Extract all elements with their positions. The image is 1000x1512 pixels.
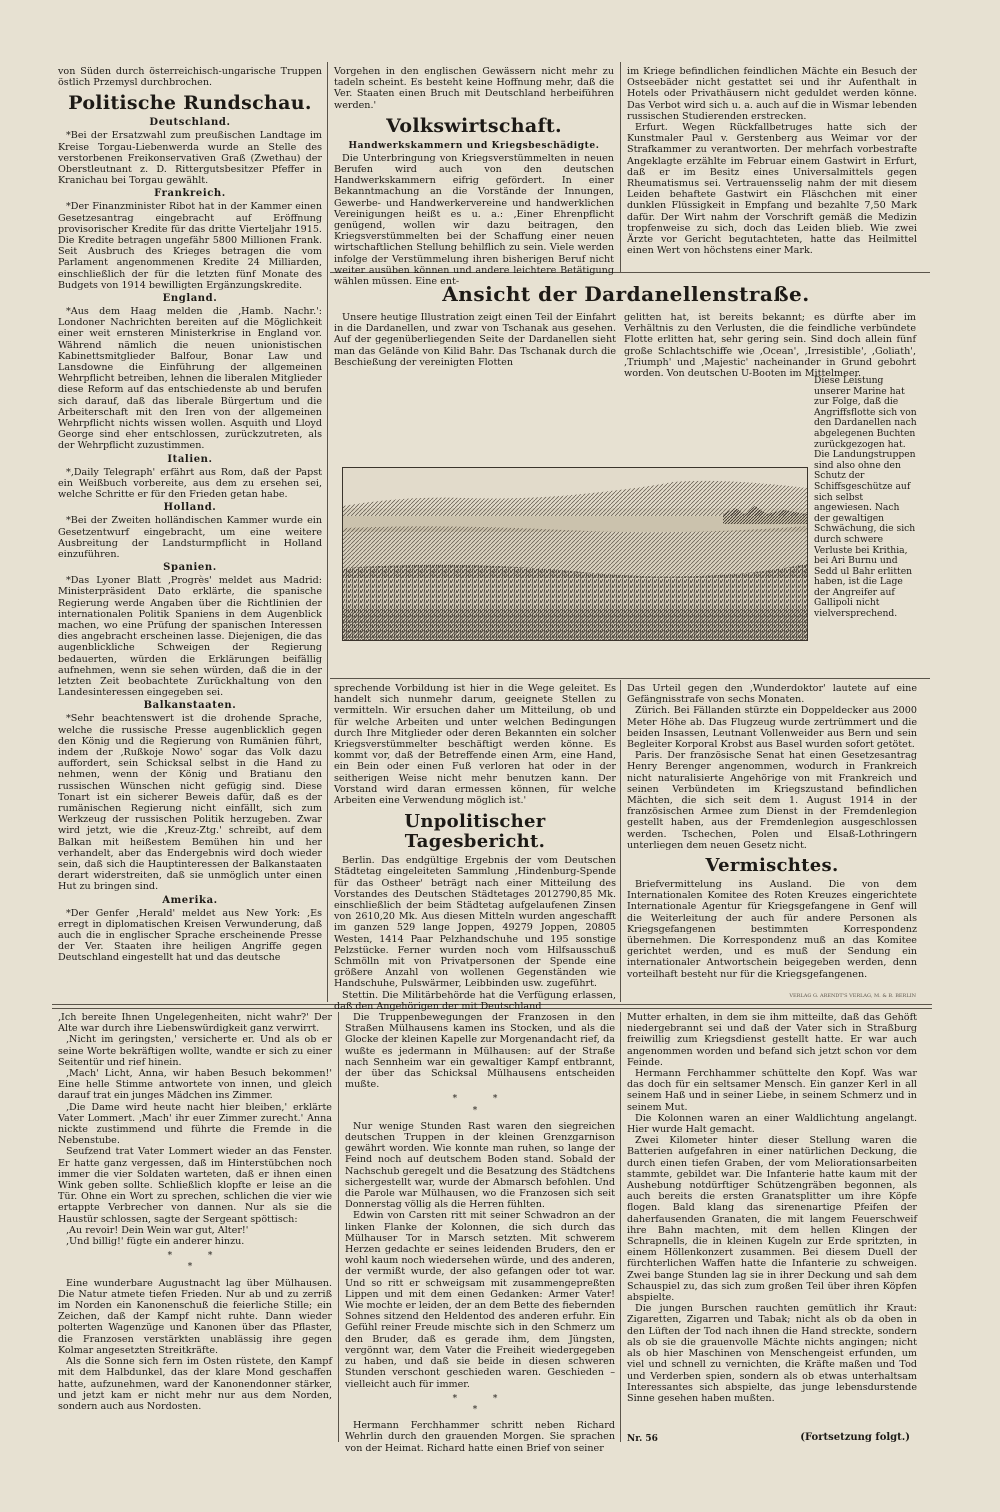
story-left-p3: ‚Mach' Licht, Anna, wir haben Besuch bekommen!' Eine helle Stimme antwortete von innen, und gleich darauf trat ein junges Mädchen ins Zimmer. xyxy=(58,1068,332,1102)
text-erfurt: Erfurt. Wegen Rückfallbetruges hatte sich der Kunstmaler Paul v. Gerstenberg aus Weimar vor der Strafkammer zu verantworten. Der mehrfach vorbestrafte Angeklagte erzählte im Februar einem Gastwirt in Erfurt, daß er im Besitz eines Universalmittels gegen Rheumatismus sei. Vertrauensselig nahm der mit diesem Leiden behaftete Gastwirt ein Fläschchen mit einer dunklen Flüssigkeit in Empfang und bezahlte 7,50 Mark dafür. Der Wirt nahm der Vorschrift gemäß die Medizin tropfenweise zu sich, doch das Leiden blieb. Wie zwei Ärzte vor Gericht begutachteten, hatte das Heilmittel einen Wert von höchstens einer Mark. xyxy=(627,122,917,257)
story-middle-p1: Die Truppenbewegungen der Franzosen in den Straßen Mülhausens kamen ins Stocken, und als die Glocke der kleinen Kapelle zur Morgenandacht rief, da wußte es jedermann in Mülhausen: auf der Straße nach Sennheim war ein gewaltiger Kampf entbrannt, der über das Schicksal Mülhausens entscheiden mußte. xyxy=(345,1012,615,1091)
head-frankreich: Frankreich. xyxy=(154,188,226,200)
continuation-note: (Fortsetzung folgt.) xyxy=(800,1432,910,1443)
dardanellen-right-para: gelitten hat, ist bereits bekannt; es dürfte aber im Verhältnis zu den Verlusten, die die feindliche verbündete Flotte erlitten hat, sehr gering sein. Sind doch allein fünf große Schlachtschiffe wie ‚Ocean', ‚Irresistible', ‚Goliath', ‚Triumph' und ‚Majestic' nacheinander in Grund gebohrt worden. Von deutschen U-Booten im Mittelmeer. xyxy=(624,312,916,380)
dardanellen-left-para: Unsere heutige Illustration zeigt einen Teil der Einfahrt in die Dardanellen, und zwar von Tschanak aus gesehen. Auf der gegenüberliegenden Seite der Dardanellen sieht man das Gelände von Kilid Bahr. Das Tschanak durch die Beschießung der vereinigten Flotten xyxy=(334,312,616,368)
story-middle-p2: Nur wenige Stunden Rast waren den siegreichen deutschen Truppen in der kleinen Grenzgarnison gewährt worden. Wie konnte man ruhen, so lange der Feind noch auf deutschem Boden stand. Sobald der Nachschub geregelt und die Besatzung des Städtchens sichergestellt war, wurde der Abmarsch befohlen. Und die Parole war Mülhausen, wo die Franzosen sich seit Donnerstag völlig als die Herren fühlten. xyxy=(345,1120,615,1211)
section-rule xyxy=(330,678,930,679)
text-stettin: Stettin. Die Militärbehörde hat die Verfügung erlassen, daß den Angehörigen der mit Deutschland xyxy=(334,989,616,1012)
head-england: England. xyxy=(162,293,218,305)
column-rule xyxy=(620,62,621,272)
text-spanien: *Das Lyoner Blatt ‚Progrès' meldet aus Madrid: Ministerpräsident Dato erklärte, die spanische Regierung werde Angaben über die Richtlinien der internationalen Politik Spaniens in dem Augenblick machen, wo eine Prüfung der spanischen Interessen dies angebracht erscheinen lasse. Diejenigen, die das augenblickliche Schweigen der Regierung bedauerten, würden die Erklärungen beifällig aufnehmen, wenn sie sehen würden, daß die in der letzten Zeit beobachtete Zurückhaltung von den Landesinteressen eingegeben sei. xyxy=(58,575,322,699)
text-berlin: Berlin. Das endgültige Ergebnis der vom Deutschen Städtetag eingeleiteten Sammlung ‚Hindenburg-Spende für das Ostheer' beträgt nach einer Mitteilung des Vorstandes des Deutschen Städtetages 2012790,85 Mk. einschließlich der beim Städtetag aufgelaufenen Zinsen von 2610,20 Mk. Aus diesen Mitteln wurden angeschafft im ganzen 529 lange Joppen, 49279 Joppen, 20805 Westen, 1414 Paar Pelzhandschuhe und 195 sonstige Pelzstücke. Ferner wurden noch vom Hilfsausschuß Schmölln mit von Privatpersonen der Spende eine größere Anzahl von wollenen Gegenständen wie Handschuhe, Pulswärmer, Leibbinden usw. zugeführt. xyxy=(334,855,616,990)
story-right-p5: Die jungen Burschen rauchten gemütlich ihr Kraut: Zigaretten, Zigarren und Tabak; nicht als ob da oben in den Lüften der Tod nach ihnen die Hand streckte, sondern als ob sie die grauenvolle Mächte nichts angingen; nicht als ob hier Maschinen von Menschengeist erfunden, um viel und schnell zu vernichten, die Kräfte maßen und Tod und Verderben spien, sondern als ob etwas unterhaltsam Interessantes sich abspielte, das junge lebensdurstende Sinne gesehen haben mußten. xyxy=(627,1303,917,1404)
text-italien: *‚Daily Telegraph' erfährt aus Rom, daß der Papst ein Weißbuch vorbereite, aus dem zu ersehen sei, welche Schritte er für den Frieden getan habe. xyxy=(58,466,322,501)
story-left-p6: ‚Au revoir! Dein Wein war gut, Alter!' xyxy=(66,1224,249,1236)
dardanellen-landscape-image xyxy=(343,468,807,640)
title-dardanellen: Ansicht der Dardanellenstraße. xyxy=(442,282,810,306)
story-middle-p4: Hermann Ferchhammer schritt neben Richard Wehrlin durch den grauenden Morgen. Sie sprachen von der Heimat. Richard hatte einen Brief von seiner xyxy=(345,1420,615,1454)
text-amerika: *Der Genfer ‚Herald' meldet aus New York: ‚Es erregt in diplomatischen Kreisen Verwunderung, daß auch die in englischer Sprache erscheinende Presse der Ver. Staaten ihre heiligen Angriffe gegen Deutschland eingestellt hat und das deutsche xyxy=(58,907,322,964)
text-england: *Aus dem Haag melden die ‚Hamb. Nachr.': Londoner Nachrichten bereiten auf die Möglichkeit einer weit ernsteren Ministerkrise in England vor. Während nämlich die neuen unionistischen Kabinettsmitglieder Balfour, Bonar Law und Lansdowne die Einführung der allgemeinen Wehrpflicht betreiben, lehnen die liberalen Mitglieder diese Reform auf das entschiedenste ab und berufen sich darauf, daß das liberale Bürgertum und die Arbeiterschaft mit den Iren von der allgemeinen Wehrpflicht nichts wissen wollen. Asquith und Lloyd George sind eher entschlossen, zurückzutreten, als der Wehrpflicht zuzustimmen. xyxy=(58,306,322,452)
head-spanien: Spanien. xyxy=(163,562,217,574)
text-balkan: *Sehr beachtenswert ist die drohende Sprache, welche die russische Presse augenblicklich gegen den König und die Regierung von Rumänien führt, indem der ‚Rußkoje Nowo' sogar das Volk dazu auffordert, sein Schicksal selbst in die Hand zu nehmen, wenn der König und Bratianu den russischen Wünschen nicht gefügig sind. Diese Tonart ist ein sicherer Beweis dafür, daß es der rumänischen Regierung nicht einfällt, sich zum Werkzeug der russischen Politik herzugeben. Zwar wird jetzt, wie die ‚Kreuz-Ztg.' schreibt, auf dem Balkan mit heißestem Bemühen hin und her verhandelt, aber das Endergebnis wird doch wieder sein, daß sich die Hauptinteressen der Balkanstaaten derart widerstreiten, daß sie unmöglich unter einen Hut zu bringen sind. xyxy=(58,713,322,893)
imprint: VERLAG G. ARENDT'S VERLAG, M. & B. BERLIN xyxy=(789,993,916,999)
story-col-left xyxy=(58,1012,332,1444)
head-handwerkskammern: Handwerkskammern und Kriegsbeschädigte. xyxy=(348,140,600,151)
column-rule xyxy=(620,1012,621,1442)
text-paris: Paris. Der französische Senat hat einen Gesetzesantrag Henry Berenger angenommen, wodurch in Frankreich nicht naturalisierte Angehörige von mit Frankreich und seinen Verbündeten im Kriegszustand befindlichen Mächten, die sich seit dem 1. August 1914 in der französischen Armee zum Dienst in der Fremdenlegion gestellt haben, aus der Fremdenlegion ausgeschlossen werden. Tschechen, Polen und Elsaß-Lothringern unterliegen dem neuen Gesetz nicht. xyxy=(627,750,917,851)
story-middle-p3: Edwin von Carsten ritt mit seiner Schwadron an der linken Flanke der Kolonnen, die sich durch das Mülhauser Tor in Marsch setzten. Mit schwerem Herzen gedachte er seines leidenden Bruders, den er wohl kaum noch wiedersehen würde, und des anderen, der vermißt wurde, der also gefangen oder tot war. Und so ritt er schweigsam mit zusammengepreßten Lippen und mit dem einen Gedanken: Armer Vater! Wie mochte er leiden, der an dem Bette des fiebernden Sohnes sitzend den Heldentod des anderen erfuhr. Ein Gefühl reiner Freude mischte sich in den Schmerz um den Bruder, daß es gerade ihm, dem Jüngsten, vergönnt war, dem Vater die Freiheit wiedergegeben zu haben, und daß sie beide in diesen schweren Stunden verschont geschieden waren. Geschieden – vielleicht auch für immer. xyxy=(345,1210,615,1390)
section-title-volkswirtschaft: Volkswirtschaft. xyxy=(386,114,562,137)
scene-break: * * * xyxy=(452,1094,508,1116)
text-frankreich: *Der Finanzminister Ribot hat in der Kammer einen Gesetzesantrag eingebracht auf Eröffnung provisorischer Kredite für das dritte Vierteljahr 1915. Die Kredite betragen ungefähr 5800 Millionen Frank. Seit Ausbruch des Krieges betragen die vom Parlament angenommenen Kredite 24 Milliarden, einschließlich der für die letzten fünf Monate des Budgets von 1914 bewilligten Ergänzungskredite. xyxy=(58,201,322,291)
text-handwerkskammern: Die Unterbringung von Kriegsverstümmelten in neuen Berufen wird auch von den deutschen Handwerkskammern eifrig gefördert. In einer Bekanntmachung an die Vorstände der Innungen, Gewerbe- und Handwerkervereine und handwerklichen Vereinigungen heißt es u. a.: ‚Einer Ehrenpflicht genügend, wollen wir dazu beitragen, den Kriegsverstümmelten bei der Schaffung einer neuen wirtschaftlichen Stellung behilflich zu sein. Viele werden infolge der Verstümmelung ihren bisherigen Beruf nicht weiter ausüben können und andere leichtere Betätigung wählen müssen. Eine ent- xyxy=(334,152,614,288)
story-col-middle xyxy=(345,1012,615,1454)
story-left-p4: ‚Die Dame wird heute nacht hier bleiben,' erklärte Vater Lommert. ‚Mach' ihr euer Zimmer zurecht.' Anna nickte zustimmend und führte die Fremde in die Nebenstube. xyxy=(58,1101,332,1147)
column-rule xyxy=(327,62,328,1002)
text-holland: *Bei der Zweiten holländischen Kammer wurde ein Gesetzentwurf eingebracht, um eine weitere Ausbreitung der Landsturmpflicht in Holland einzuführen. xyxy=(58,515,322,560)
head-balkan: Balkanstaaten. xyxy=(143,700,237,712)
scene-break: * * * xyxy=(167,1251,223,1273)
dardanellen-narrow-para: Diese Leistung unserer Marine hat zur Folge, daß die Angriffsflotte sich von den Dardanellen nach abgelegenen Buchten zurückgezogen hat. Die Landungstruppen sind also ohne den Schutz der Schiffsgeschütze auf sich selbst angewiesen. Nach der gewaltigen Schwächung, die sich durch schwere Verluste bei Krithia, bei Ari Burnu und Sedd ul Bahr erlitten haben, ist die Lage der Angreifer auf Gallipoli nicht vielversprechend. xyxy=(814,375,917,620)
column-volkswirtschaft xyxy=(334,66,614,288)
text-zuerich: Zürich. Bei Fällanden stürzte ein Doppeldecker aus 2000 Meter Höhe ab. Das Flugzeug wurde zertrümmert und die beiden Insassen, Leutnant Vollenweider aus Bern und sein Begleiter Korporal Krobst aus Basel wurden sofort getötet. xyxy=(627,705,917,751)
column-vermischtes xyxy=(627,683,917,1001)
column-tagesbericht xyxy=(334,683,616,1012)
text-dardanellen-right xyxy=(624,312,916,380)
dardanellen-photo xyxy=(342,467,808,641)
story-left-p1: ‚Ich bereite Ihnen Ungelegenheiten, nicht wahr?' Der Alte war durch ihre Liebenswürdigkeit ganz verwirrt. xyxy=(58,1012,332,1035)
story-left-p8: Eine wunderbare Augustnacht lag über Mülhausen. Die Natur atmete tiefen Frieden. Nur ab und zu zerriß im Norden ein Kanonenschuß die feierliche Stille; ein Zeichen, daß der Kampf nicht ruhte. Dann wieder polterten Wagenzüge und Kanonen über das Pflaster, die Franzosen verstärkten unablässig ihre gegen Kolmar angesetzten Streitkräfte. xyxy=(58,1277,332,1356)
intro-text: von Süden durch österreichisch-ungarische Truppen östlich Przemysl durchbrochen. xyxy=(58,66,322,89)
text-dardanellen-left xyxy=(334,312,616,368)
section-title-vermischtes: Vermischtes. xyxy=(705,855,839,877)
head-deutschland: Deutschland. xyxy=(149,117,231,129)
text-deutschland: *Bei der Ersatzwahl zum preußischen Landtage im Kreise Torgau-Liebenwerda wurde an Stelle des verstorbenen Freikonservativen Graß (Zwethau) der Oberstleutnant z. D. Rittergutsbesitzer Pfeffer in Kranichau bei Torgau gewählt. xyxy=(58,130,322,187)
head-holland: Holland. xyxy=(163,502,217,514)
text-wunderdoktor: Das Urteil gegen den ‚Wunderdoktor' lautete auf eine Gefängnisstrafe von sechs Monaten. xyxy=(627,683,917,706)
section-title-tagesbericht: Unpolitischer Tagesbericht. xyxy=(404,811,546,853)
story-left-p7: ‚Und billig!' fügte ein anderer hinzu. xyxy=(66,1236,245,1248)
story-right-p1: Mutter erhalten, in dem sie ihm mitteilte, daß das Gehöft niedergebrannt sei und daß der Vater sich in Straßburg freiwillig zum Kriegsdienst gestellt hatte. Er war auch angenommen worden und befand sich jetzt schon vor dem Feinde. xyxy=(627,1012,917,1068)
story-left-p2: ‚Nicht im geringsten,' versicherte er. Und als ob er seine Worte bekräftigen wollte, wandte er sich zu einer Seitentür und rief hinein. xyxy=(58,1034,332,1068)
story-left-p9: Als die Sonne sich fern im Osten rüstete, den Kampf mit dem Halbdunkel, das der klare Mond geschaffen hatte, aufzunehmen, ward der Kanonendonner stärker, und jetzt kam er nicht mehr nur aus dem Norden, sondern auch aus Nordosten. xyxy=(58,1356,332,1412)
story-col-right xyxy=(627,1012,917,1432)
column-rule xyxy=(620,680,621,1002)
text-cont-amerika: Vorgehen in den englischen Gewässern nicht mehr zu tadeln scheint. Es besteht keine Hoffnung mehr, daß die Ver. Staaten einen Bruch mit Deutschland herbeiführen werden.' xyxy=(334,66,614,111)
text-kriegsverstuemmelte-cont: sprechende Vorbildung ist hier in die Wege geleitet. Es handelt sich nunmehr darum, geeignete Stellen zu vermitteln. Wir ersuchen daher um Mitteilung, ob und für welche Arbeiten und unter welchen Bedingungen durch Ihre Mitglieder oder deren Bekannten ein solcher Kriegsverstümmelter beschäftigt werden könne. Es kommt vor, daß der Betreffende einen Arm, eine Hand, ein Bein oder einen Fuß verloren hat oder in der seitherigen Weise nicht mehr benutzen kann. Der Vorstand wird daran ermessen können, für welche Arbeiten eine Verwendung möglich ist.' xyxy=(334,683,616,807)
story-left-p5: Seufzend trat Vater Lommert wieder an das Fenster. Er hatte ganz vergessen, daß im Hinterstübchen noch immer die vier Soldaten warteten, daß er ihnen einen Wink geben sollte. Schließlich klopfte er leise an die Tür. Ohne ein Wort zu sprechen, schlichen die vier wie ertappte Verbrecher von dannen. Nur als sie die Haustür schlossen, sagte der Sergeant spöttisch: xyxy=(58,1146,332,1225)
column-politik xyxy=(58,66,322,1001)
scene-break: * * * xyxy=(452,1393,508,1415)
story-right-p2: Hermann Ferchhammer schüttelte den Kopf. Was war das doch für ein seltsamer Mensch. Ein ganzer Kerl in all seinem Haß und in seiner Liebe, in seinem Schmerz und in seinem Mut. xyxy=(627,1068,917,1113)
column-top-right xyxy=(627,66,917,270)
column-rule xyxy=(338,1012,339,1442)
text-briefvermittelung: Briefvermittelung ins Ausland. Die von dem Internationalen Komitee des Roten Kreuzes eingerichtete Internationale Agentur für Kriegsgefangene in Genf will die Weiterleitung der auch für andere Personen als Kriegsgefangenen bestimmten Korrespondenz übernehmen. Die Korrespondenz muß an das Komitee gerichtet werden, und es muß der Sendung ein internationaler Antwortschein beigegeben werden, denn vorteilhaft besteht nur für die Kriegsgefangenen. xyxy=(627,879,917,980)
text-dardanellen-narrow xyxy=(814,376,918,676)
story-right-p3: Die Kolonnen waren an einer Waldlichtung angelangt. Hier wurde Halt gemacht. xyxy=(627,1112,917,1136)
text-ostseebaeder: im Kriege befindlichen feindlichen Mächte ein Besuch der Ostseebäder nicht gestattet sei und ihr Aufenthalt in Hotels oder Privathäusern nicht geduldet werden könne. Das Verbot wird sich u. a. auch auf die in Wismar lebenden russischen Studierenden erstrecken. xyxy=(627,66,917,122)
head-italien: Italien. xyxy=(167,453,213,465)
story-right-p4: Zwei Kilometer hinter dieser Stellung waren die Batterien aufgefahren in einer natürlichen Deckung, die durch einen tiefen Graben, der vom Meliorationsarbeiten stammte, gebildet war. Die Infanterie hatte kaum mit der Aushebung notdürftiger Schützengräben begonnen, als auch bereits die ersten Granatsplitter um ihre Köpfe flogen. Bald klang das sirenenartige Pfeifen der daherfausenden Granaten, die mit langem Feuerschweif ihre Bahn machten, mit dem hellen Klingen der Schrapnells, die in kleinen Kugeln zur Erde spritzten, in einem Höllenkonzert zusammen. Bei diesem Duell der fürchterlichen Waffen hatte die Infanterie zu schweigen. Zwei bange Stunden lag sie in ihrer Deckung und sah dem Schauspiel zu, das sich zum großen Teil über ihren Köpfen abspielte. xyxy=(627,1135,917,1304)
section-title-politik: Politische Rundschau. xyxy=(68,92,312,115)
issue-number: Nr. 56 xyxy=(627,1434,658,1444)
head-amerika: Amerika. xyxy=(162,894,218,906)
